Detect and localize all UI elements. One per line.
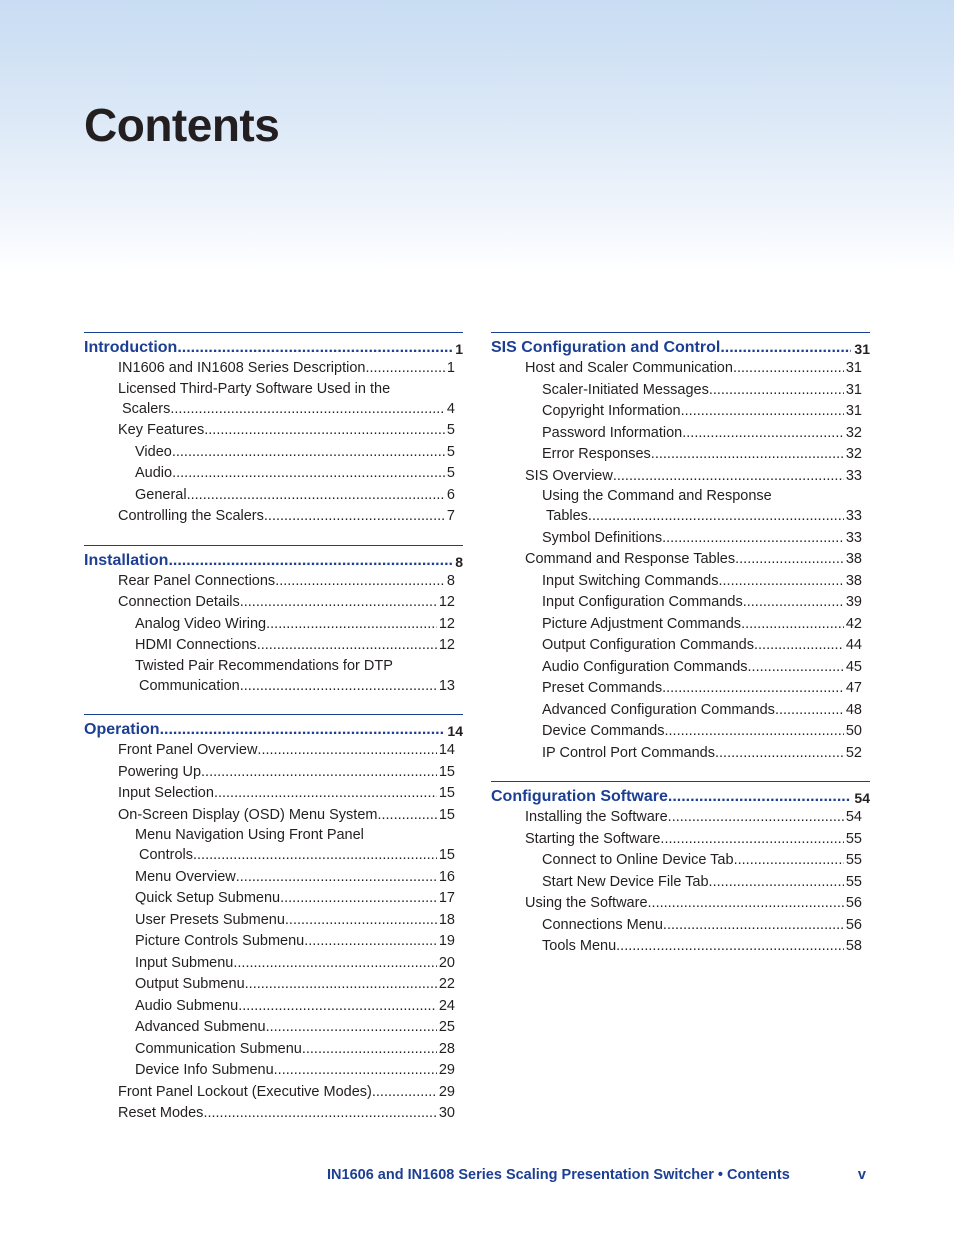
toc-entry[interactable] bbox=[118, 1103, 455, 1125]
entry-title: Menu Overview bbox=[135, 868, 236, 885]
toc-entry[interactable] bbox=[135, 463, 455, 485]
entry-page: 31 bbox=[845, 381, 862, 398]
entry-page: 15 bbox=[438, 785, 455, 801]
entry-title: Input Switching Commands bbox=[542, 572, 719, 589]
entry-page: 15 bbox=[438, 763, 455, 780]
entry-page: 5 bbox=[446, 422, 455, 438]
entry-page: 47 bbox=[845, 680, 862, 696]
entry-title: Scaler-Initiated Messages bbox=[542, 381, 709, 398]
toc-entry[interactable] bbox=[525, 829, 862, 851]
entry-title: Using the Command and Response bbox=[542, 488, 772, 504]
toc-entry[interactable] bbox=[135, 1017, 455, 1039]
dot-leader bbox=[372, 1082, 437, 1104]
dot-leader bbox=[214, 783, 437, 805]
dot-leader bbox=[748, 657, 844, 679]
toc-entry[interactable] bbox=[542, 401, 862, 423]
dot-leader bbox=[266, 1017, 437, 1039]
dot-leader bbox=[662, 678, 844, 700]
entry-page: 1 bbox=[446, 360, 455, 376]
entry-page: 29 bbox=[438, 1083, 455, 1100]
toc-section-heading[interactable] bbox=[84, 545, 463, 570]
toc-right-column bbox=[491, 332, 870, 975]
entry-title: Preset Commands bbox=[542, 680, 663, 696]
entry-title: Licensed Third-Party Software Used in the bbox=[118, 380, 391, 397]
entry-title: Starting the Software bbox=[525, 830, 661, 847]
toc-entry[interactable] bbox=[542, 571, 862, 593]
toc-entry[interactable] bbox=[135, 442, 455, 464]
entry-page: 14 bbox=[438, 742, 455, 758]
dot-leader bbox=[275, 571, 445, 593]
entry-title: SIS Overview bbox=[525, 467, 613, 484]
entry-page: 12 bbox=[438, 615, 455, 632]
entry-title: Twisted Pair Recommendations for DTP bbox=[135, 657, 393, 674]
toc-entry[interactable] bbox=[542, 850, 862, 872]
entry-page: 32 bbox=[845, 424, 862, 441]
toc-entry[interactable] bbox=[542, 743, 862, 765]
toc-entry[interactable] bbox=[542, 528, 862, 550]
toc-entry[interactable] bbox=[542, 614, 862, 636]
toc-entry[interactable] bbox=[118, 1082, 455, 1104]
toc-entry[interactable] bbox=[135, 953, 455, 975]
dot-leader bbox=[172, 442, 445, 464]
dot-leader bbox=[709, 380, 844, 402]
entry-page: 50 bbox=[845, 723, 862, 739]
entry-page: 31 bbox=[845, 360, 862, 376]
section-title: SIS Configuration and Control bbox=[491, 339, 721, 356]
toc-section-sis-configuration-and-control bbox=[491, 332, 870, 764]
toc-entry[interactable] bbox=[542, 936, 862, 958]
dot-leader bbox=[172, 463, 445, 485]
dot-leader bbox=[204, 420, 445, 442]
entry-title: Communication Submenu bbox=[135, 1040, 302, 1057]
dot-leader bbox=[285, 910, 437, 932]
toc-entry[interactable] bbox=[542, 700, 862, 722]
entry-title: Quick Setup Submenu bbox=[135, 890, 281, 906]
entry-title: Picture Adjustment Commands bbox=[542, 615, 742, 632]
toc-section-introduction bbox=[84, 332, 463, 528]
entry-page: 33 bbox=[845, 529, 862, 546]
dot-leader bbox=[160, 721, 445, 739]
entry-title: Using the Software bbox=[525, 895, 648, 911]
entry-page: 5 bbox=[446, 465, 455, 481]
entry-title: Connect to Online Device Tab bbox=[542, 852, 734, 868]
entry-title: Menu Navigation Using Front Panel bbox=[135, 827, 364, 843]
entry-title: Symbol Definitions bbox=[542, 529, 663, 546]
dot-leader bbox=[663, 915, 844, 937]
entry-title: Output Configuration Commands bbox=[542, 637, 754, 653]
toc-entry[interactable] bbox=[525, 549, 862, 571]
section-title: Operation bbox=[84, 721, 160, 738]
toc-entry[interactable] bbox=[135, 931, 455, 953]
toc-entry[interactable] bbox=[118, 805, 455, 827]
entry-page: 16 bbox=[438, 868, 455, 885]
dot-leader bbox=[709, 872, 844, 894]
entry-page: 39 bbox=[845, 594, 862, 610]
entry-page: 19 bbox=[438, 933, 455, 949]
toc-section-heading[interactable] bbox=[491, 781, 870, 806]
dot-leader bbox=[733, 358, 844, 380]
entry-page: 15 bbox=[438, 847, 455, 863]
dot-leader bbox=[304, 931, 437, 953]
entry-title: Start New Device File Tab bbox=[542, 873, 709, 890]
toc-entry[interactable] bbox=[135, 888, 455, 910]
entry-title-continued: Communication bbox=[139, 677, 240, 694]
dot-leader bbox=[280, 888, 437, 910]
toc-left-column bbox=[84, 332, 463, 1142]
entry-page: 30 bbox=[438, 1105, 455, 1121]
entry-title: Device Info Submenu bbox=[135, 1062, 274, 1078]
toc-entry[interactable] bbox=[135, 1039, 455, 1061]
entry-page: 48 bbox=[845, 701, 862, 718]
entry-page: 55 bbox=[845, 873, 862, 890]
entry-title: Video bbox=[135, 443, 172, 460]
toc-entry[interactable] bbox=[118, 592, 455, 614]
toc-entry[interactable] bbox=[135, 826, 455, 867]
section-page: 54 bbox=[854, 790, 870, 806]
page-footer bbox=[327, 1167, 866, 1183]
dot-leader bbox=[201, 762, 437, 784]
entry-page: 58 bbox=[845, 938, 862, 954]
dot-leader bbox=[264, 506, 445, 528]
toc-entry[interactable] bbox=[118, 740, 455, 762]
entry-page: 20 bbox=[438, 954, 455, 971]
toc-entry[interactable] bbox=[118, 358, 455, 380]
entry-page: 13 bbox=[438, 677, 455, 694]
entry-title: On-Screen Display (OSD) Menu System bbox=[118, 806, 378, 823]
dot-leader bbox=[588, 506, 844, 528]
dot-leader bbox=[177, 339, 452, 357]
entry-title-continued: Controls bbox=[139, 847, 193, 863]
entry-title: Analog Video Wiring bbox=[135, 615, 267, 632]
dot-leader bbox=[236, 867, 437, 889]
dot-leader bbox=[668, 788, 852, 806]
toc-entry[interactable] bbox=[525, 358, 862, 380]
entry-page: 7 bbox=[446, 508, 455, 524]
toc-entry[interactable] bbox=[118, 571, 455, 593]
entry-title: Connections Menu bbox=[542, 916, 663, 933]
entry-page: 54 bbox=[845, 809, 862, 825]
toc-entry[interactable] bbox=[542, 423, 862, 445]
entry-page: 38 bbox=[845, 572, 862, 589]
section-page: 31 bbox=[854, 341, 870, 357]
page-title: Contents bbox=[84, 99, 280, 151]
dot-leader bbox=[754, 635, 844, 657]
entry-title: Connection Details bbox=[118, 594, 240, 610]
dot-leader bbox=[651, 444, 844, 466]
toc-entry[interactable] bbox=[542, 657, 862, 679]
entry-title: IN1606 and IN1608 Series Description bbox=[118, 360, 366, 376]
entry-page: 15 bbox=[438, 806, 455, 823]
toc-entry[interactable] bbox=[542, 444, 862, 466]
entry-page: 29 bbox=[438, 1062, 455, 1078]
dot-leader bbox=[719, 571, 844, 593]
entry-title: Audio bbox=[135, 465, 173, 481]
dot-leader bbox=[681, 401, 844, 423]
entry-title: Copyright Information bbox=[542, 403, 681, 419]
entry-title: IP Control Port Commands bbox=[542, 744, 715, 761]
toc-entry[interactable] bbox=[542, 380, 862, 402]
entry-title: General bbox=[135, 486, 187, 503]
toc-entry[interactable] bbox=[135, 485, 455, 507]
entry-title-continued: Scalers bbox=[122, 400, 171, 417]
entry-title: Powering Up bbox=[118, 763, 202, 780]
entry-title: Advanced Configuration Commands bbox=[542, 701, 775, 718]
toc-section-configuration-software bbox=[491, 781, 870, 958]
toc-entry[interactable] bbox=[542, 872, 862, 894]
dot-leader bbox=[648, 893, 844, 915]
dot-leader bbox=[741, 614, 844, 636]
dot-leader bbox=[616, 936, 844, 958]
entry-title: Picture Controls Submenu bbox=[135, 933, 305, 949]
toc-entry[interactable] bbox=[135, 657, 455, 698]
dot-leader bbox=[257, 740, 436, 762]
dot-leader bbox=[245, 974, 437, 996]
toc-entry[interactable] bbox=[542, 721, 862, 743]
section-page: 14 bbox=[447, 723, 463, 739]
entry-page: 6 bbox=[446, 486, 455, 503]
toc-entry[interactable] bbox=[118, 762, 455, 784]
toc-entry[interactable] bbox=[135, 996, 455, 1018]
dot-leader bbox=[240, 676, 437, 698]
toc-section-installation bbox=[84, 545, 463, 698]
toc-entry[interactable] bbox=[542, 678, 862, 700]
entry-title: Audio Submenu bbox=[135, 997, 239, 1014]
entry-page: 44 bbox=[845, 637, 862, 653]
toc-section-heading[interactable] bbox=[84, 714, 463, 739]
entry-title: Output Submenu bbox=[135, 976, 245, 992]
dot-leader bbox=[203, 1103, 436, 1125]
entry-page: 31 bbox=[845, 403, 862, 419]
entry-page: 38 bbox=[845, 551, 862, 567]
entry-page: 55 bbox=[845, 852, 862, 868]
entry-title: Front Panel Overview bbox=[118, 742, 258, 758]
entry-page: 12 bbox=[438, 637, 455, 653]
entry-title: Reset Modes bbox=[118, 1105, 204, 1121]
entry-page: 4 bbox=[446, 400, 455, 417]
dot-leader bbox=[743, 592, 844, 614]
dot-leader bbox=[170, 399, 445, 421]
entry-page: 52 bbox=[845, 744, 862, 761]
entry-title: Installing the Software bbox=[525, 809, 668, 825]
entry-page: 45 bbox=[845, 658, 862, 675]
dot-leader bbox=[266, 614, 437, 636]
dot-leader bbox=[775, 700, 844, 722]
entry-title: Password Information bbox=[542, 424, 683, 441]
entry-page: 42 bbox=[845, 615, 862, 632]
dot-leader bbox=[668, 807, 844, 829]
toc-section-heading[interactable] bbox=[84, 332, 463, 357]
entry-title: Audio Configuration Commands bbox=[542, 658, 748, 675]
entry-page: 24 bbox=[438, 997, 455, 1014]
toc-entry[interactable] bbox=[525, 807, 862, 829]
entry-title: Device Commands bbox=[542, 723, 665, 739]
section-page: 8 bbox=[455, 553, 463, 570]
entry-title: Advanced Submenu bbox=[135, 1019, 266, 1035]
entry-title: Input Selection bbox=[118, 785, 214, 801]
toc-entry[interactable] bbox=[135, 614, 455, 636]
dot-leader bbox=[365, 358, 444, 380]
entry-title-continued: Tables bbox=[546, 508, 588, 524]
dot-leader bbox=[734, 850, 844, 872]
dot-leader bbox=[682, 423, 844, 445]
toc-entry[interactable] bbox=[542, 487, 862, 528]
footer-title: IN1606 and IN1608 Series Scaling Presentation Switcher • Contents bbox=[327, 1167, 790, 1183]
entry-page: 33 bbox=[845, 508, 862, 524]
dot-leader bbox=[302, 1039, 437, 1061]
entry-page: 55 bbox=[845, 830, 862, 847]
entry-page: 18 bbox=[438, 911, 455, 928]
toc-entry[interactable] bbox=[525, 893, 862, 915]
entry-title: Input Submenu bbox=[135, 954, 234, 971]
entry-page: 8 bbox=[446, 572, 455, 589]
toc-section-operation bbox=[84, 714, 463, 1125]
entry-title: Input Configuration Commands bbox=[542, 594, 743, 610]
toc-entry[interactable] bbox=[525, 466, 862, 488]
toc-entry[interactable] bbox=[542, 915, 862, 937]
entry-title: User Presets Submenu bbox=[135, 911, 285, 928]
entry-page: 12 bbox=[438, 594, 455, 610]
dot-leader bbox=[233, 953, 437, 975]
toc-entry[interactable] bbox=[118, 380, 455, 421]
dot-leader bbox=[662, 528, 844, 550]
entry-title: Front Panel Lockout (Executive Modes) bbox=[118, 1083, 372, 1100]
entry-title: Tools Menu bbox=[542, 938, 617, 954]
toc-entry[interactable] bbox=[135, 635, 455, 657]
dot-leader bbox=[665, 721, 844, 743]
toc-section-heading[interactable] bbox=[491, 332, 870, 357]
toc-entry[interactable] bbox=[135, 1060, 455, 1082]
toc-entry[interactable] bbox=[118, 783, 455, 805]
entry-title: Command and Response Tables bbox=[525, 551, 736, 567]
section-title: Configuration Software bbox=[491, 788, 668, 805]
dot-leader bbox=[240, 592, 437, 614]
dot-leader bbox=[274, 1060, 437, 1082]
toc-entry[interactable] bbox=[135, 867, 455, 889]
entry-title: HDMI Connections bbox=[135, 637, 257, 653]
footer-page-number: v bbox=[857, 1167, 866, 1183]
entry-title: Key Features bbox=[118, 422, 205, 438]
toc-entry[interactable] bbox=[542, 635, 862, 657]
dot-leader bbox=[660, 829, 843, 851]
toc-entry[interactable] bbox=[135, 910, 455, 932]
dot-leader bbox=[238, 996, 437, 1018]
entry-page: 33 bbox=[845, 467, 862, 484]
dot-leader bbox=[715, 743, 844, 765]
entry-page: 32 bbox=[845, 446, 862, 462]
entry-title: Error Responses bbox=[542, 446, 651, 462]
toc-entry[interactable] bbox=[542, 592, 862, 614]
dot-leader bbox=[613, 466, 844, 488]
section-title: Introduction bbox=[84, 339, 178, 356]
dot-leader bbox=[720, 339, 851, 357]
entry-page: 5 bbox=[446, 443, 455, 460]
entry-page: 17 bbox=[438, 890, 455, 906]
dot-leader bbox=[257, 635, 437, 657]
dot-leader bbox=[193, 845, 437, 867]
section-page: 1 bbox=[455, 341, 463, 357]
entry-page: 56 bbox=[845, 916, 862, 933]
entry-title: Controlling the Scalers bbox=[118, 508, 264, 524]
entry-page: 22 bbox=[438, 976, 455, 992]
entry-page: 56 bbox=[845, 895, 862, 911]
entry-page: 28 bbox=[438, 1040, 455, 1057]
dot-leader bbox=[377, 805, 436, 827]
dot-leader bbox=[735, 549, 844, 571]
dot-leader bbox=[168, 552, 452, 570]
dot-leader bbox=[187, 485, 445, 507]
toc-entry[interactable] bbox=[118, 420, 455, 442]
toc-entry[interactable] bbox=[135, 974, 455, 996]
entry-title: Rear Panel Connections bbox=[118, 572, 276, 589]
entry-title: Host and Scaler Communication bbox=[525, 360, 733, 376]
section-title: Installation bbox=[84, 551, 169, 569]
entry-page: 25 bbox=[438, 1019, 455, 1035]
toc-entry[interactable] bbox=[118, 506, 455, 528]
